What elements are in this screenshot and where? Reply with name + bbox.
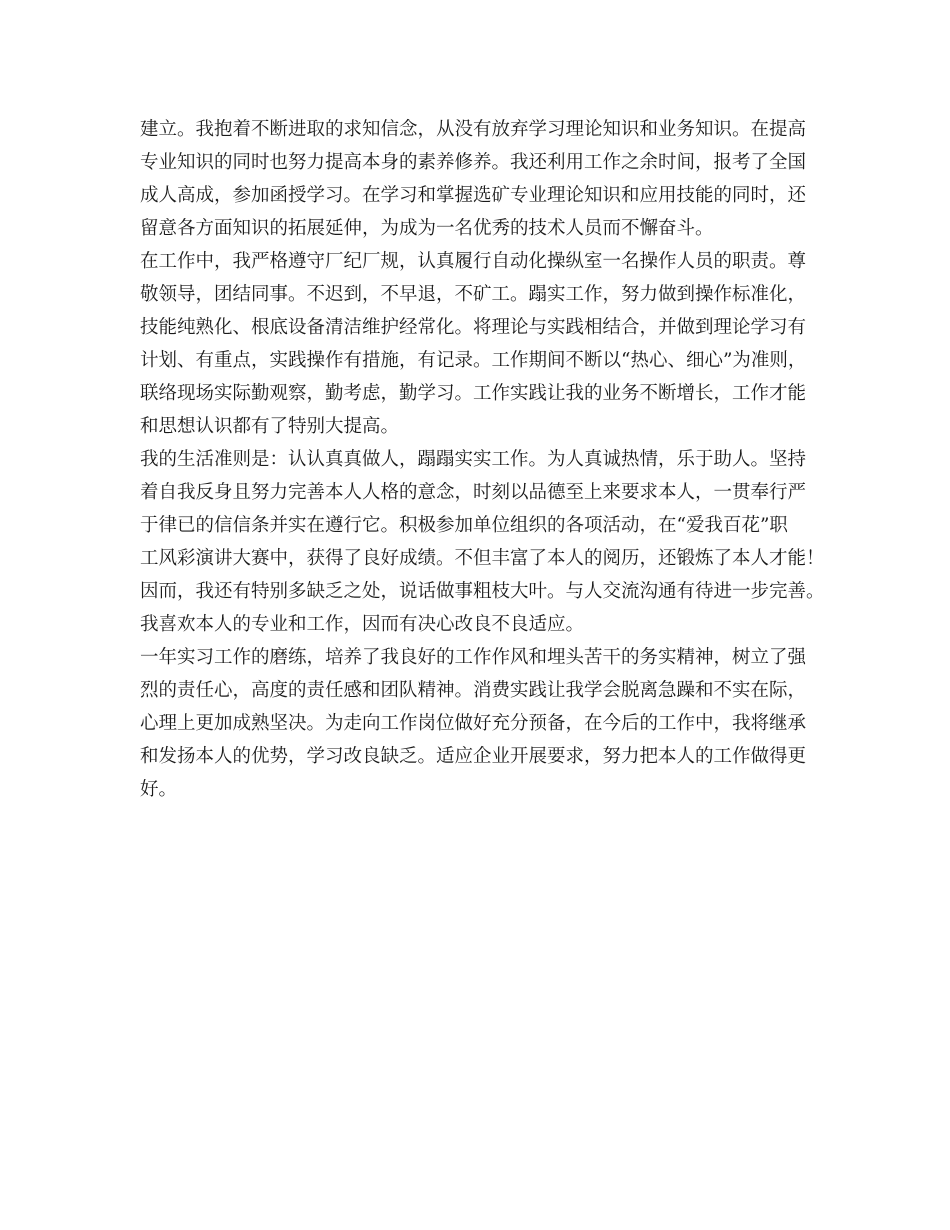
- text-line: 和思想认识都有了特别大提高。: [140, 416, 400, 437]
- text-line: 工风彩演讲大赛中，获得了良好成绩。不但丰富了本人的阅历，还锻炼了本人才能！: [140, 548, 825, 569]
- text-line: 烈的责任心，高度的责任感和团队精神。消费实践让我学会脱离急躁和不实在际，: [140, 680, 807, 701]
- text-line: 在工作中，我严格遵守厂纪厂规，认真履行自动化操纵室一名操作人员的职责。尊: [140, 251, 807, 272]
- text-line: 敬领导，团结同事。不迟到，不早退，不矿工。蹋实工作，努力做到操作标准化，: [140, 284, 807, 305]
- text-line: 专业知识的同时也努力提高本身的素养修养。我还利用工作之余时间，报考了全国: [140, 152, 807, 173]
- text-line: 我的生活准则是：认认真真做人，蹋蹋实实工作。为人真诚热情，乐于助人。坚持: [140, 449, 807, 470]
- text-line: 计划、有重点，实践操作有措施，有记录。工作期间不断以“热心、细心”为准则，: [140, 350, 807, 371]
- text-line: 和发扬本人的优势，学习改良缺乏。适应企业开展要求，努力把本人的工作做得更: [140, 746, 807, 767]
- text-line: 技能纯熟化、根底设备清洁维护经常化。将理论与实践相结合，并做到理论学习有: [140, 317, 807, 338]
- text-line: 于律已的信信条并实在遵行它。积极参加单位组织的各项活动，在“爱我百花”职: [140, 515, 788, 536]
- document-body: [140, 113, 825, 806]
- text-line: 我喜欢本人的专业和工作，因而有决心改良不良适应。: [140, 614, 585, 635]
- text-line: 联络现场实际勤观察，勤考虑，勤学习。工作实践让我的业务不断增长，工作才能: [140, 383, 807, 404]
- text-line: 着自我反身且努力完善本人人格的意念，时刻以品德至上来要求本人，一贯奉行严: [140, 482, 807, 503]
- text-line: 一年实习工作的磨练，培养了我良好的工作作风和埋头苦干的务实精神，树立了强: [140, 647, 807, 668]
- text-line: 好。: [140, 779, 178, 800]
- text-line: 建立。我抱着不断进取的求知信念，从没有放弃学习理论知识和业务知识。在提高: [140, 119, 807, 140]
- text-line: 留意各方面知识的拓展延伸，为成为一名优秀的技术人员而不懈奋斗。: [140, 218, 714, 239]
- text-line: 成人高成，参加函授学习。在学习和掌握选矿专业理论知识和应用技能的同时，还: [140, 185, 807, 206]
- text-line: 因而，我还有特别多缺乏之处，说话做事粗枝大叶。与人交流沟通有待进一步完善。: [140, 581, 825, 602]
- text-line: 心理上更加成熟坚决。为走向工作岗位做好充分预备，在今后的工作中，我将继承: [140, 713, 807, 734]
